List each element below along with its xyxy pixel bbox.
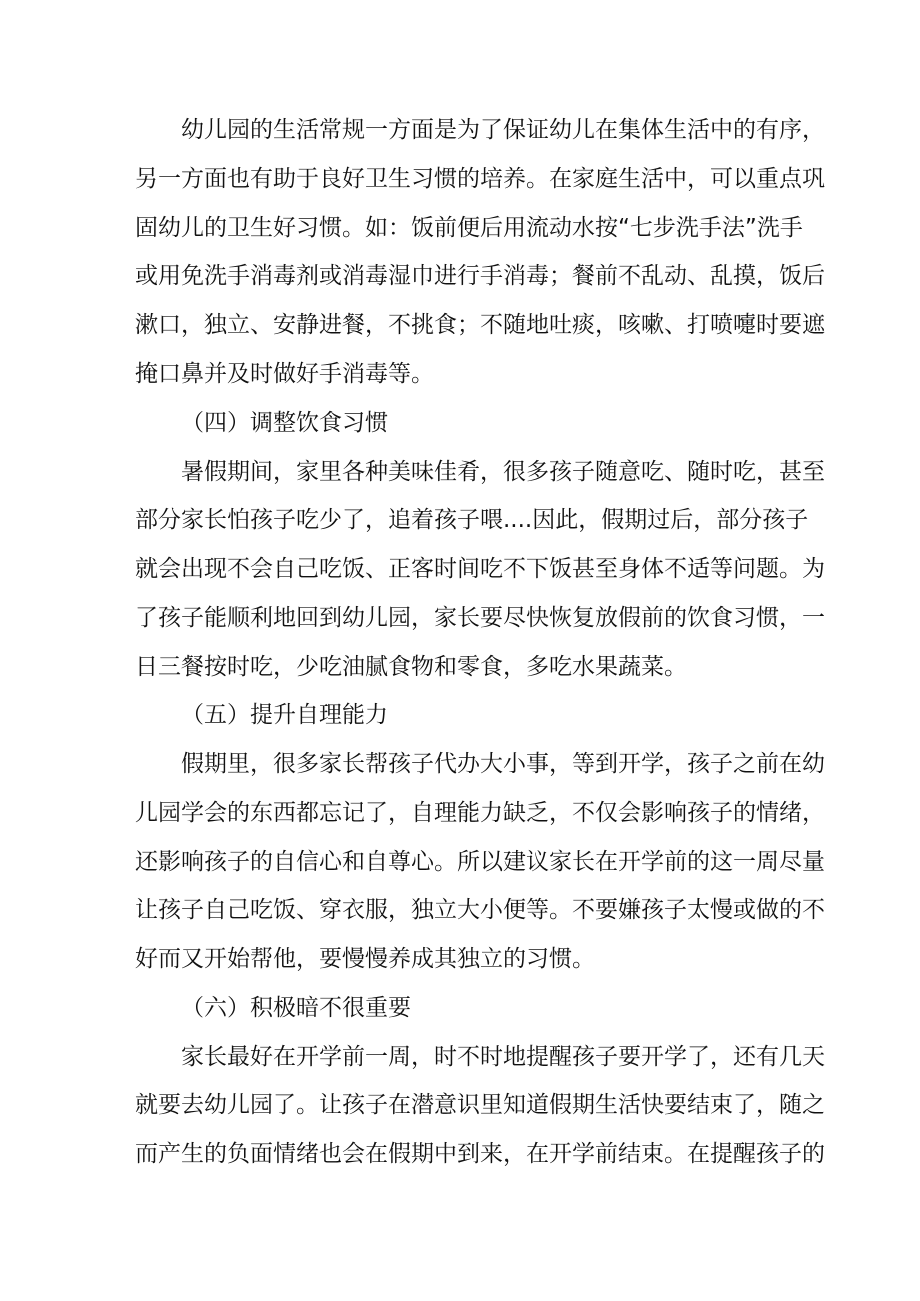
- paragraph-line: 幼儿园的生活常规一方面是为了保证幼儿在集体生活中的有序，: [181, 117, 825, 143]
- paragraph-line: 或用免洗手消毒剂或消毒湿巾进行手消毒；餐前不乱动、乱摸，饭后: [135, 263, 825, 289]
- paragraph-line: 固幼儿的卫生好习惯。如：饭前便后用流动水按“七步洗手法”洗手: [135, 215, 803, 241]
- paragraph-line: 假期里，很多家长帮孩子代办大小事，等到开学，孩子之前在幼: [181, 751, 825, 777]
- paragraph-line: 漱口，独立、安静进餐，不挑食；不随地吐痰，咳嗽、打喷嚏时要遮: [135, 312, 825, 338]
- paragraph-line: 就会出现不会自己吃饭、正客时间吃不下饭甚至身体不适等问题。为: [135, 556, 825, 582]
- paragraph-line: 部分家长怕孩子吃少了，追着孩子喂....因此，假期过后，部分孩子: [135, 507, 809, 533]
- paragraph-line: 而产生的负面情绪也会在假期中到来，在开学前结束。在提醒孩子的: [135, 1141, 825, 1167]
- paragraph-line: 就要去幼儿园了。让孩子在潜意识里知道假期生活快要结束了，随之: [135, 1092, 825, 1118]
- paragraph-line: 让孩子自己吃饭、穿衣服，独立大小便等。不要嫌孩子太慢或做的不: [135, 897, 825, 923]
- paragraph-line: 家长最好在开学前一周，时不时地提醒孩子要开学了，还有几天: [181, 1044, 825, 1070]
- paragraph-line: 好而又开始帮他，要慢慢养成其独立的习惯。: [135, 946, 595, 972]
- paragraph-line: 另一方面也有助于良好卫生习惯的培养。在家庭生活中，可以重点巩: [135, 166, 825, 192]
- paragraph-line: 儿园学会的东西都忘记了，自理能力缺乏，不仅会影响孩子的情绪，: [135, 800, 825, 826]
- paragraph-line: 暑假期间，家里各种美味佳肴，很多孩子随意吃、随时吃，甚至: [181, 459, 825, 485]
- paragraph-line: 还影响孩子的自信心和自尊心。所以建议家长在开学前的这一周尽量: [135, 849, 825, 875]
- paragraph-line: 了孩子能顺利地回到幼儿园，家长要尽快恢复放假前的饮食习惯，一: [135, 605, 825, 631]
- section-heading: （四）调整饮食习惯: [181, 410, 388, 436]
- paragraph-line: 日三餐按时吃，少吃油腻食物和零食，多吃水果蔬菜。: [135, 654, 687, 680]
- section-heading: （五）提升自理能力: [181, 702, 388, 728]
- section-heading: （六）积极暗不很重要: [181, 995, 411, 1021]
- paragraph-line: 掩口鼻并及时做好手消毒等。: [135, 361, 434, 387]
